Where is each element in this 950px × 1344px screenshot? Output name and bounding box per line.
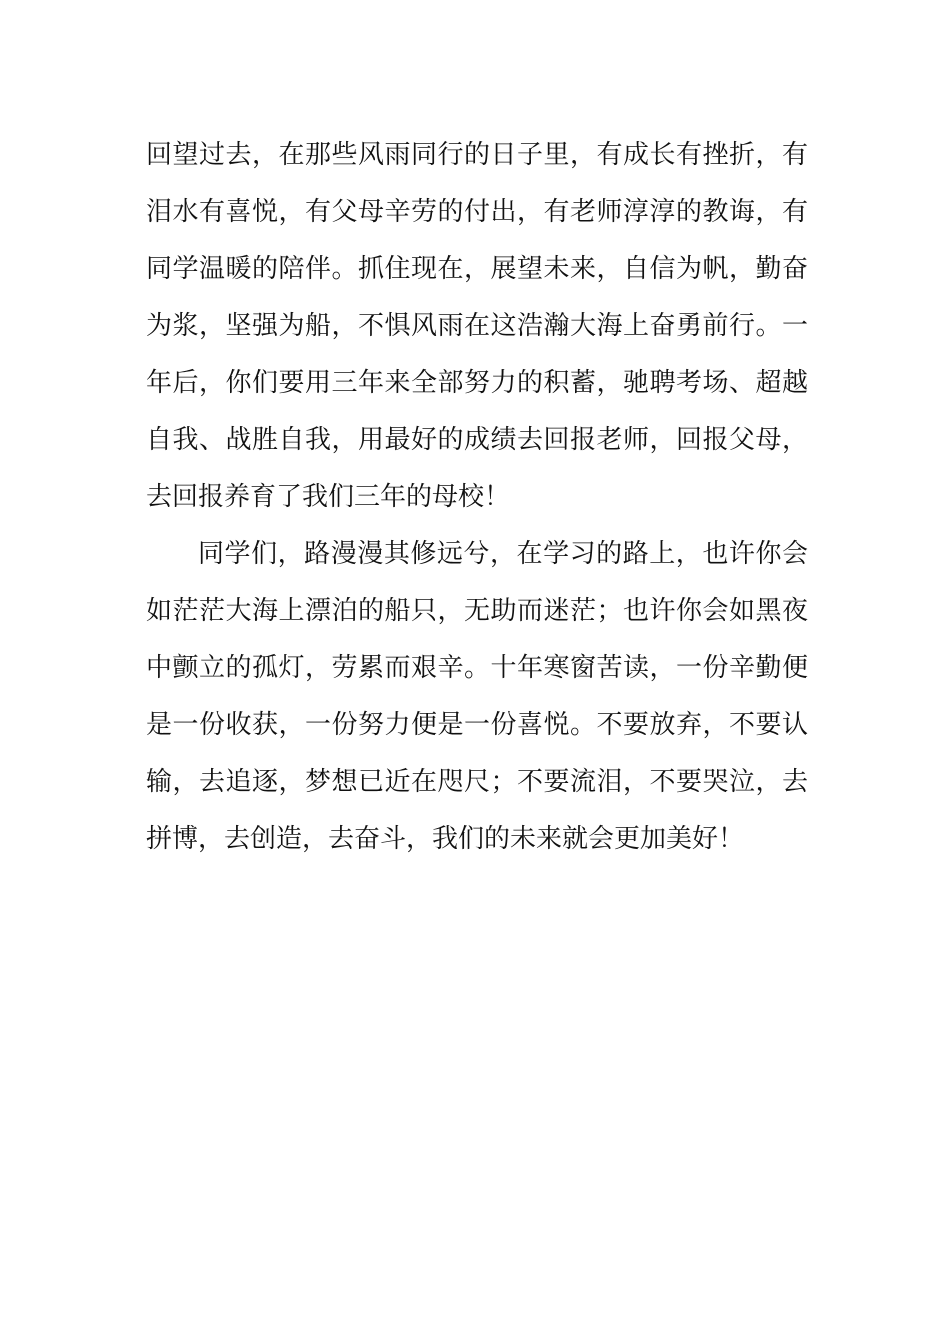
paragraph-2 — [146, 526, 808, 868]
text-line-first: 同学们，路漫漫其修远兮，在学习的路上，也许你会 — [198, 539, 808, 569]
text-line: 同学温暖的陪伴。抓住现在，展望未来，自信为帆，勤奋 — [146, 254, 808, 284]
document-body — [146, 127, 808, 868]
text-line: 年后，你们要用三年来全部努力的积蓄，驰聘考场、超越 — [146, 368, 808, 398]
text-line: 中颤立的孤灯，劳累而艰辛。十年寒窗苦读，一份辛勤便 — [146, 653, 808, 683]
text-line: 自我、战胜自我，用最好的成绩去回报老师，回报父母， — [146, 425, 808, 455]
text-line: 回望过去，在那些风雨同行的日子里，有成长有挫折，有 — [146, 140, 808, 170]
text-line-last: 拼博，去创造，去奋斗，我们的未来就会更加美好！ — [146, 824, 745, 854]
text-line: 是一份收获，一份努力便是一份喜悦。不要放弃，不要认 — [146, 710, 808, 740]
text-line: 输，去追逐，梦想已近在咫尺；不要流泪，不要哭泣，去 — [146, 767, 808, 797]
text-line: 泪水有喜悦，有父母辛劳的付出，有老师淳淳的教诲，有 — [146, 197, 808, 227]
text-line-last: 去回报养育了我们三年的母校！ — [146, 482, 511, 512]
paragraph-1 — [146, 127, 808, 526]
text-line: 如茫茫大海上漂泊的船只，无助而迷茫；也许你会如黑夜 — [146, 596, 808, 626]
text-line: 为浆，坚强为船，不惧风雨在这浩瀚大海上奋勇前行。一 — [146, 311, 808, 341]
